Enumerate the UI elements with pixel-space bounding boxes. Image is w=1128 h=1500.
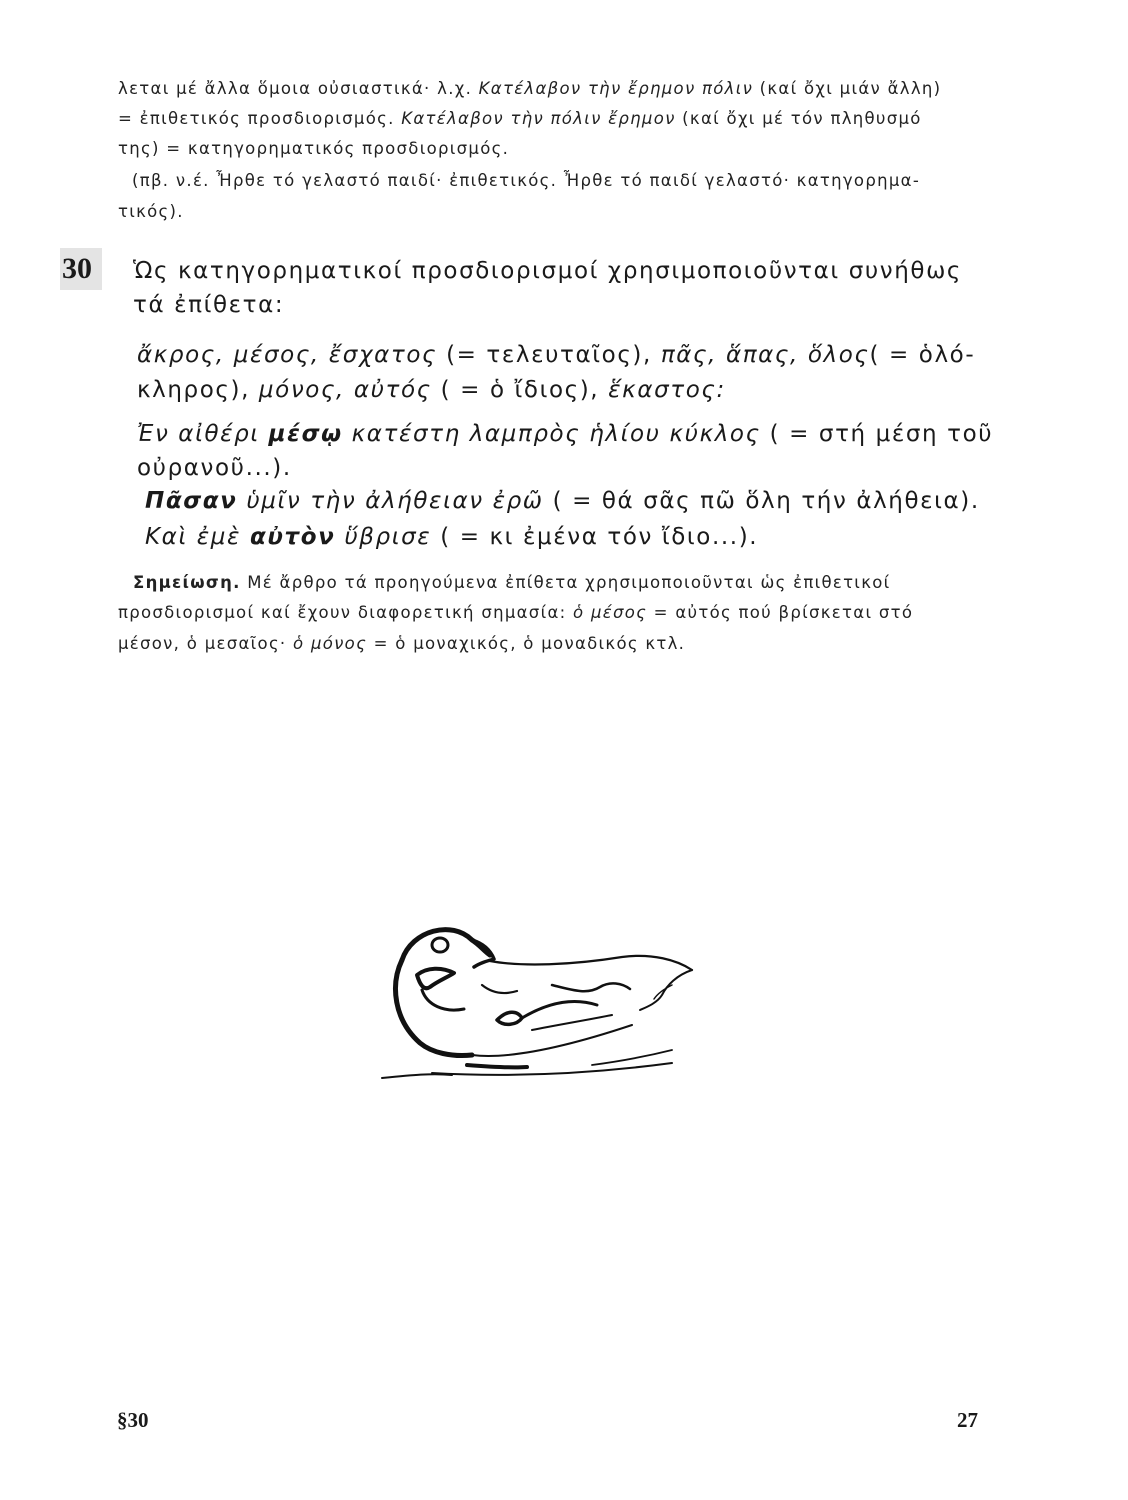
section-number: 30 <box>60 248 102 290</box>
intro-line-2: = ἐπιθετικός προσδιορισμός. Κατέλαβον τὴν πόλιν ἔρημον (καί ὄχι μέ τόν πληθυσμό <box>118 109 922 128</box>
intro-line-4: (πβ. ν.έ. Ἦρθε τό γελαστό παιδί· ἐπιθετικός. Ἦρθε τό παιδί γελαστό· κατηγορημα- <box>132 171 921 190</box>
section-lead-line-2: τά ἐπίθετα: <box>133 292 285 318</box>
page-number: 27 <box>957 1408 978 1432</box>
footer-section-ref: §30 <box>117 1408 149 1432</box>
adjectives-line-1: ἄκρος, μέσος, ἔσχατος (= τελευταῖος), πᾶς, ἅπας, ὅλος( = ὁλό- <box>137 342 976 368</box>
example-2: Πᾶσαν ὑμῖν τὴν ἀλήθειαν ἐρῶ ( = θά σᾶς πῶ ὅλη τήν ἀλήθεια). <box>145 488 980 514</box>
example-1-line-1: Ἐν αἰθέρι μέσῳ κατέστη λαμπρὸς ἡλίου κύκλος ( = στή μέση τοῦ <box>137 421 994 447</box>
note-line-3: μέσον, ὁ μεσαῖος· ὁ μόνος = ὁ μοναχικός, ὁ μοναδικός κτλ. <box>118 634 686 653</box>
note-line-1: Σημείωση. Μέ ἄρθρο τά προηγούμενα ἐπίθετα χρησιμοποιοῦνται ὡς ἐπιθετικοί <box>133 573 891 592</box>
bird-lamp-illustration <box>372 915 702 1090</box>
section-lead-line-1: Ὡς κατηγορηματικοί προσδιορισμοί χρησιμοποιοῦνται συνήθως <box>133 258 963 284</box>
intro-line-3: της) = κατηγορηματικός προσδιορισμός. <box>118 139 510 158</box>
note-line-2: προσδιορισμοί καί ἔχουν διαφορετική σημασία: ὁ μέσος = αὐτός πού βρίσκεται στό <box>118 603 914 622</box>
intro-line-5: τικός). <box>118 202 184 221</box>
example-1-line-2: οὐρανοῦ...). <box>137 455 292 481</box>
adjectives-line-2: κληρος), μόνος, αὐτός ( = ὁ ἴδιος), ἕκαστος: <box>137 377 726 403</box>
intro-line-1: λεται μέ ἄλλα ὅμοια οὐσιαστικά· λ.χ. Κατέλαβον τὴν ἔρημον πόλιν (καί ὄχι μιάν ἄλλη) <box>118 79 942 98</box>
example-3: Καὶ ἐμὲ αὐτὸν ὕβρισε ( = κι ἐμένα τόν ἴδιο...). <box>145 524 759 550</box>
